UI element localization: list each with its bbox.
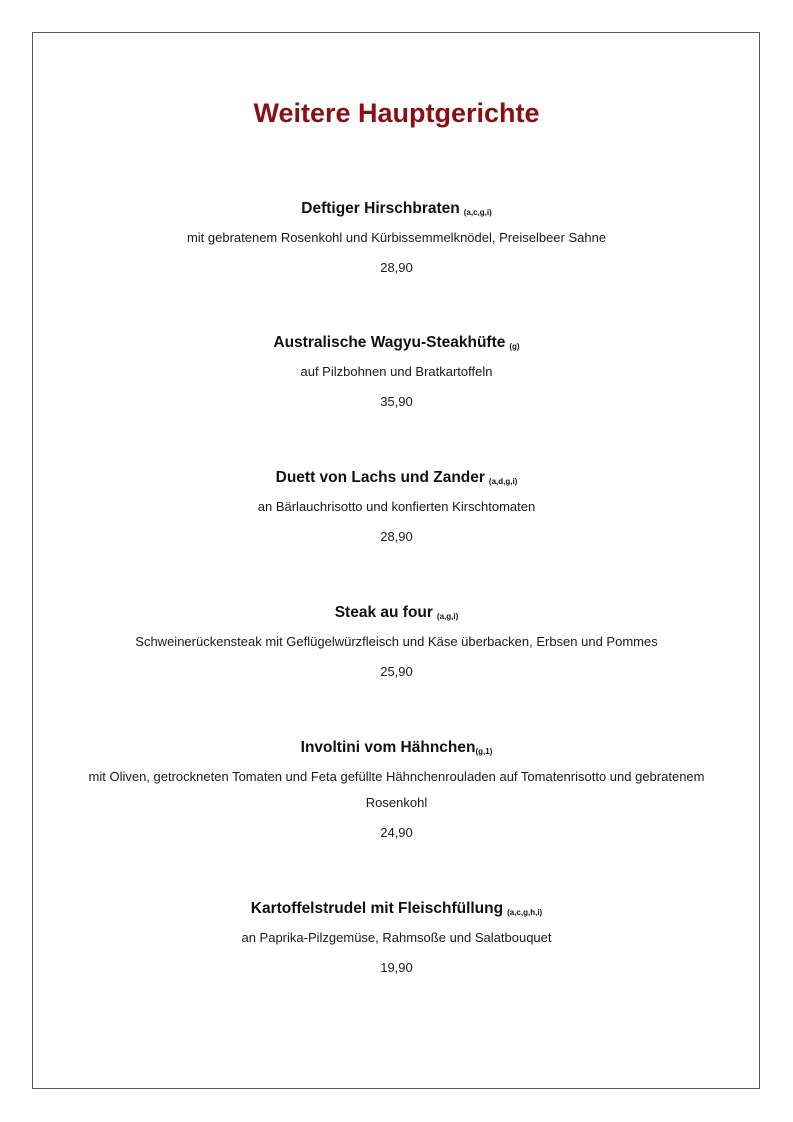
dish-name: Kartoffelstrudel mit Fleischfüllung <box>250 900 504 917</box>
menu-item <box>0 737 793 842</box>
allergen-codes: (a,g,i) <box>436 612 459 621</box>
dish-name: Involtini vom Hähnchen <box>300 739 476 756</box>
dish-price: 19,90 <box>380 960 413 975</box>
dish-description: mit Oliven, getrockneten Tomaten und Feta gefüllte Hähnchenrouladen auf Tomatenrisotto und gebratenem Rosenkohl <box>88 769 705 810</box>
dish-description: auf Pilzbohnen und Bratkartoffeln <box>300 364 493 379</box>
dish-name: Steak au four <box>334 604 433 621</box>
allergen-codes: (a,d,g,i) <box>488 477 518 486</box>
menu-item <box>0 467 793 546</box>
dish-description: an Paprika-Pilzgemüse, Rahmsoße und Salatbouquet <box>241 930 552 945</box>
dish-description: mit gebratenem Rosenkohl und Kürbissemmelknödel, Preiselbeer Sahne <box>186 230 607 245</box>
dish-description: an Bärlauchrisotto und konfierten Kirschtomaten <box>257 499 536 514</box>
menu-item <box>0 602 793 681</box>
dish-description: Schweinerückensteak mit Geflügelwürzfleisch und Käse überbacken, Erbsen und Pommes <box>135 634 658 649</box>
dish-price: 25,90 <box>380 664 413 679</box>
dish-price: 28,90 <box>380 529 413 544</box>
menu-item <box>0 332 793 411</box>
allergen-codes: (g) <box>509 342 520 351</box>
menu-item <box>0 898 793 977</box>
menu-item <box>0 198 793 277</box>
dish-name: Duett von Lachs und Zander <box>275 469 485 486</box>
dish-name: Deftiger Hirschbraten <box>301 200 460 217</box>
dish-price: 35,90 <box>380 394 413 409</box>
allergen-codes: (g,1) <box>475 747 493 756</box>
dish-price: 28,90 <box>380 260 413 275</box>
dish-price: 24,90 <box>380 825 413 840</box>
allergen-codes: (a,c,g,h,i) <box>507 908 543 917</box>
page-title: Weitere Hauptgerichte <box>253 98 540 128</box>
dish-name: Australische Wagyu-Steakhüfte <box>273 334 506 351</box>
allergen-codes: (a,c,g,i) <box>463 208 492 217</box>
